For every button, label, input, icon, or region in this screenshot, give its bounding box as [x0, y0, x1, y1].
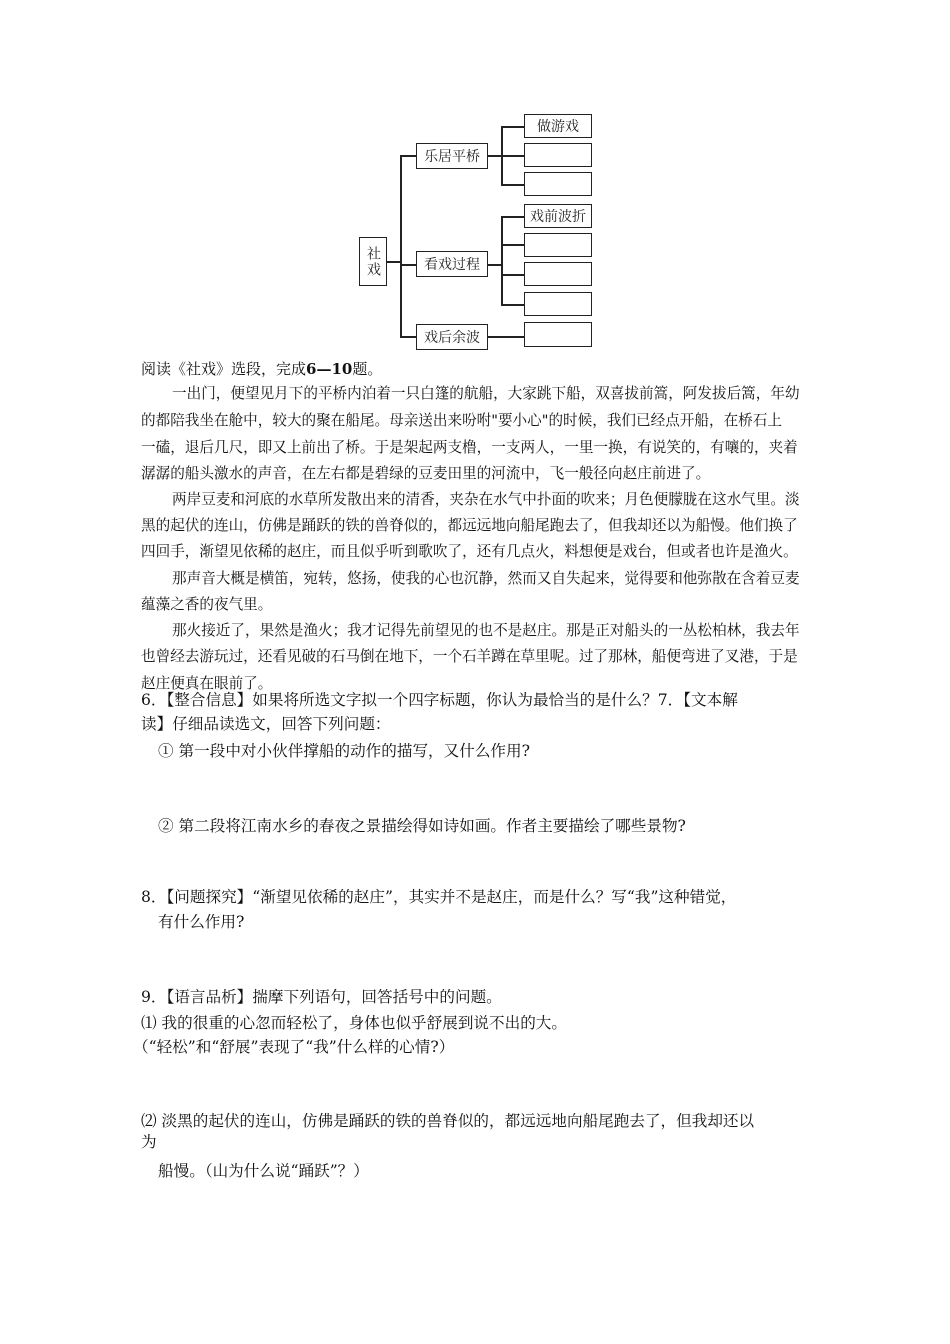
diagram-leaf-blank: [524, 262, 592, 286]
diagram-leaf-blank: [524, 292, 592, 316]
question-8-line: 有什么作用?: [158, 913, 245, 931]
connector: [501, 244, 524, 246]
connector: [387, 261, 401, 263]
passage-line: 也曾经去游玩过，还看见破的石马倒在地下，一个石羊蹲在草里呢。过了那林，船便弯进了叉港，于是: [141, 648, 798, 665]
diagram-root: [359, 237, 387, 286]
diagram-branch-label: 看戏过程: [424, 257, 480, 273]
connector: [400, 155, 402, 337]
connector: [488, 336, 524, 338]
passage-line: 四回手，渐望见依稀的赵庄，而且似乎听到歌吹了，还有几点火，料想便是戏台，但或者也许是渔火。: [141, 543, 798, 560]
connector: [400, 336, 416, 338]
passage-line: 潺潺的船头激水的声音，在左右都是碧绿的豆麦田里的河流中，飞一般径向赵庄前进了。: [141, 465, 711, 482]
connector: [501, 126, 524, 128]
question-7-2: ② 第二段将江南水乡的春夜之景描绘得如诗如画。作者主要描绘了哪些景物?: [158, 817, 686, 835]
passage-line: 的都陪我坐在舱中，较大的聚在船尾。母亲送出来吩咐"要小心"的时候，我们已经点开船，在桥石上: [141, 412, 782, 429]
diagram-leaf-label: 做游戏: [537, 119, 579, 135]
connector: [400, 264, 416, 266]
diagram-leaf-blank: [524, 143, 592, 167]
diagram-leaf-blank: [524, 322, 592, 347]
question-9-1-note: （“轻松”和“舒展”表现了“我”什么样的心情?）: [133, 1038, 455, 1056]
intro-prefix: 阅读《社戏》选段，完成: [141, 360, 307, 378]
connector: [400, 155, 416, 157]
passage-line: 那声音大概是横笛，宛转，悠扬，使我的心也沉静，然而又自失起来，觉得要和他弥散在含着豆麦: [172, 570, 800, 587]
intro-line: [141, 358, 382, 379]
connector: [501, 274, 524, 276]
question-9-1: ⑴ 我的很重的心忽而轻松了，身体也似乎舒展到说不出的大。: [141, 1014, 567, 1032]
connector: [501, 155, 524, 157]
intro-suffix: 题。: [352, 360, 383, 378]
passage-line: 一磕，退后几尺，即又上前出了桥。于是架起两支橹，一支两人，一里一换，有说笑的，有嚷的，夹着: [141, 439, 798, 456]
diagram-branch-label: 乐居平桥: [424, 149, 480, 165]
question-7-line: 读】仔细品读选文，回答下列问题：: [141, 715, 391, 733]
connector: [488, 264, 502, 266]
question-8-line: 8．【问题探究】“渐望见依稀的赵庄”，其实并不是赵庄，而是什么？写“我”这种错觉，: [141, 888, 737, 906]
passage-line: 黑的起伏的连山，仿佛是踊跃的铁的兽脊似的，都远远地向船尾跑去了，但我却还以为船慢。他们换了: [141, 517, 798, 534]
diagram-branch-2: [416, 251, 488, 277]
connector: [501, 216, 503, 305]
diagram-leaf: [524, 114, 592, 138]
question-6-line: 6．【整合信息】如果将所选文字拟一个四字标题，你认为最恰当的是什么？7．【文本解: [141, 691, 738, 709]
connector: [501, 216, 524, 218]
question-9-2: 船慢。（山为什么说“踊跃”？）: [158, 1162, 369, 1180]
passage-line: 赵庄便真在眼前了。: [141, 675, 273, 692]
diagram-leaf-blank: [524, 233, 592, 257]
connector: [501, 184, 524, 186]
diagram-branch-3: [416, 324, 488, 350]
intro-range: 6—10: [306, 360, 353, 378]
passage-line: 蕴藻之香的夜气里。: [141, 596, 273, 613]
connector: [501, 304, 524, 306]
diagram-branch-1: [416, 143, 488, 169]
diagram-root-label: 社戏: [365, 245, 381, 278]
diagram-leaf: [524, 204, 592, 228]
diagram-leaf-blank: [524, 172, 592, 196]
diagram-leaf-label: 戏前波折: [530, 209, 586, 225]
passage-line: 那火接近了，果然是渔火；我才记得先前望见的也不是赵庄。那是正对船头的一丛松柏林，我去年: [172, 622, 800, 639]
question-9-2: 为: [141, 1133, 157, 1151]
diagram-branch-label: 戏后余波: [424, 330, 480, 346]
passage-line: 两岸豆麦和河底的水草所发散出来的清香，夹杂在水气中扑面的吹来；月色便朦胧在这水气里。淡: [172, 491, 800, 508]
question-9-2: ⑵ 淡黑的起伏的连山，仿佛是踊跃的铁的兽脊似的，都远远地向船尾跑去了，但我却还以: [141, 1112, 755, 1130]
passage-line: 一出门，便望见月下的平桥内泊着一只白篷的航船，大家跳下船，双喜拔前篙，阿发拔后篙，年幼: [172, 385, 800, 402]
connector: [488, 155, 502, 157]
question-9-title: 9．【语言品析】揣摩下列语句，回答括号中的问题。: [141, 988, 502, 1006]
question-7-1: ① 第一段中对小伙伴撑船的动作的描写，又什么作用?: [158, 742, 530, 760]
